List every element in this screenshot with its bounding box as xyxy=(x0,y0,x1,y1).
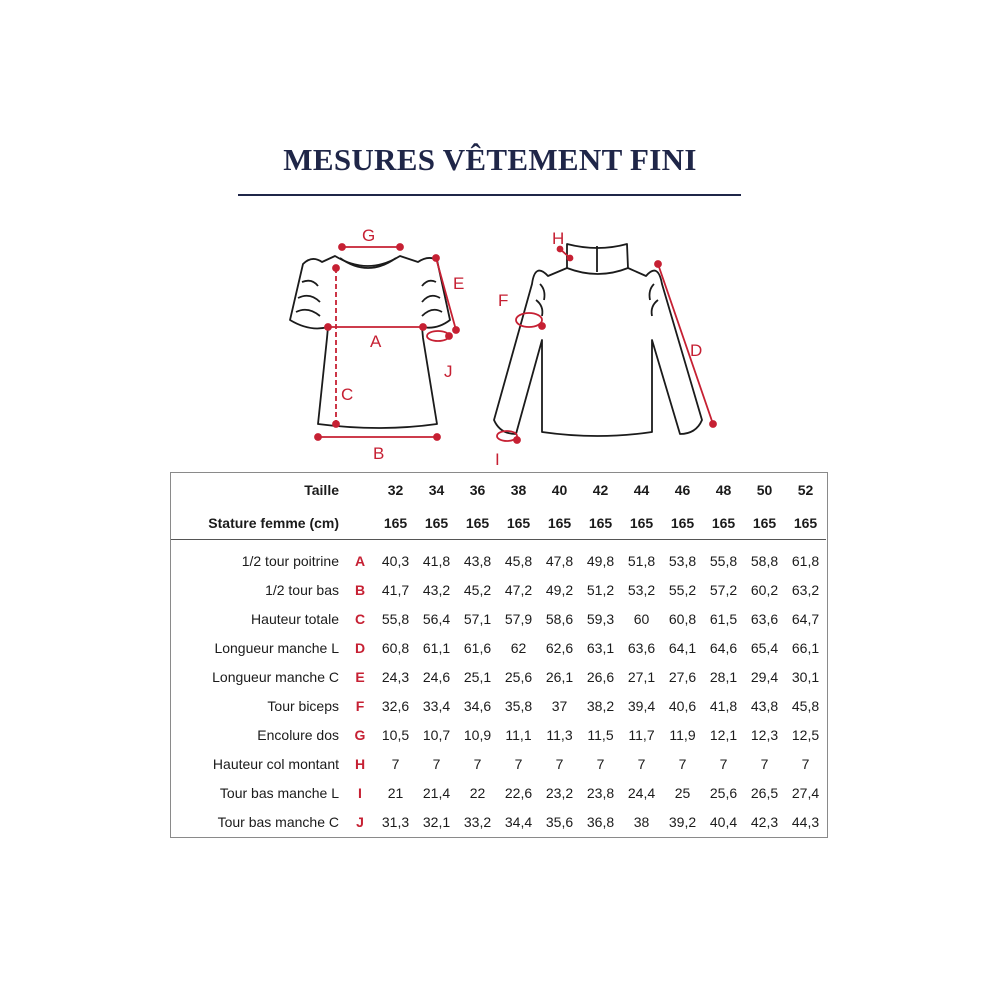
table-row xyxy=(171,540,826,576)
measurement-value: 53,8 xyxy=(668,552,697,569)
size-header-cell: 38 xyxy=(510,481,527,498)
measurement-value: 24,6 xyxy=(422,668,451,685)
size-header-cell: 52 xyxy=(797,481,814,498)
measurement-value: 57,2 xyxy=(709,581,738,598)
label-d: D xyxy=(690,341,703,360)
size-chart-box xyxy=(170,472,828,838)
measurement-value: 61,8 xyxy=(791,552,820,569)
measurement-label: Longueur manche L xyxy=(214,639,339,656)
measurement-value: 63,2 xyxy=(791,581,820,598)
measurement-value: 49,2 xyxy=(545,581,574,598)
measurement-label: Longueur manche C xyxy=(212,668,339,685)
size-header-cell: 32 xyxy=(387,481,404,498)
measurement-value: 32,6 xyxy=(381,697,410,714)
measurement-value: 11,1 xyxy=(505,726,532,743)
measurement-value: 64,1 xyxy=(668,639,697,656)
measurement-value: 60 xyxy=(633,610,650,627)
measurement-value: 33,2 xyxy=(463,813,492,830)
size-header-cell: 40 xyxy=(551,481,568,498)
stature-cell: 165 xyxy=(621,506,662,540)
measurement-value: 37 xyxy=(551,697,568,714)
measurement-value: 22 xyxy=(469,784,486,801)
measurement-value: 51,2 xyxy=(586,581,615,598)
measurement-value: 23,8 xyxy=(586,784,615,801)
measurement-value: 41,7 xyxy=(381,581,410,598)
measurement-value: 43,8 xyxy=(463,552,492,569)
measurement-letter: F xyxy=(355,697,365,714)
measurement-value: 40,6 xyxy=(668,697,697,714)
measurement-value: 23,2 xyxy=(545,784,574,801)
measurement-value: 24,4 xyxy=(627,784,656,801)
stature-cell: 165 xyxy=(457,506,498,540)
label-c: C xyxy=(341,385,354,404)
table-row xyxy=(171,778,826,807)
long-sleeve-top-drawing xyxy=(494,244,702,436)
measurement-value: 58,8 xyxy=(750,552,779,569)
measurement-value: 33,4 xyxy=(422,697,451,714)
measurement-value: 39,4 xyxy=(627,697,656,714)
measurement-value: 26,5 xyxy=(750,784,779,801)
measurement-value: 27,1 xyxy=(627,668,656,685)
measurement-value: 40,3 xyxy=(381,552,410,569)
measurement-value: 42,3 xyxy=(750,813,779,830)
letter-spacer xyxy=(345,473,375,506)
measurement-value: 24,3 xyxy=(381,668,410,685)
measurement-value: 41,8 xyxy=(422,552,451,569)
measurement-value: 7 xyxy=(801,755,810,772)
label-b: B xyxy=(373,444,385,463)
table-row xyxy=(171,633,826,662)
measurement-value: 34,4 xyxy=(504,813,533,830)
measurement-value: 41,8 xyxy=(709,697,738,714)
measurement-value: 25,6 xyxy=(504,668,533,685)
measurement-value: 56,4 xyxy=(422,610,451,627)
page-title: MESURES VÊTEMENT FINI xyxy=(283,142,697,177)
measurement-label: Tour biceps xyxy=(267,697,339,714)
measurement-letter: J xyxy=(356,813,364,830)
label-j: J xyxy=(444,362,453,381)
stature-cell: 165 xyxy=(662,506,703,540)
measurement-letter: A xyxy=(354,552,366,569)
table-row xyxy=(171,662,826,691)
measurement-value: 10,5 xyxy=(381,726,410,743)
measurement-value: 61,6 xyxy=(463,639,492,656)
measurement-value: 55,8 xyxy=(709,552,738,569)
measurement-label: Hauteur totale xyxy=(251,610,339,627)
measurement-value: 10,7 xyxy=(422,726,451,743)
stature-cell: 165 xyxy=(539,506,580,540)
measurement-value: 26,1 xyxy=(545,668,574,685)
measurement-value: 45,2 xyxy=(463,581,492,598)
measurement-letter: B xyxy=(354,581,366,598)
size-header-cell: 44 xyxy=(633,481,650,498)
size-header-cell: 46 xyxy=(674,481,691,498)
measurement-value: 10,9 xyxy=(463,726,492,743)
size-header-cell: 34 xyxy=(428,481,445,498)
stature-cell: 165 xyxy=(703,506,744,540)
measurement-value: 44,3 xyxy=(791,813,820,830)
letter-spacer xyxy=(345,506,375,540)
measurement-value: 38,2 xyxy=(586,697,615,714)
measurement-value: 36,8 xyxy=(586,813,615,830)
measurement-value: 25,1 xyxy=(463,668,492,685)
stature-cell: 165 xyxy=(744,506,785,540)
measurement-value: 29,4 xyxy=(750,668,779,685)
measurement-value: 32,1 xyxy=(422,813,451,830)
measurement-value: 55,8 xyxy=(381,610,410,627)
measurement-value: 63,1 xyxy=(586,639,615,656)
measurement-value: 35,8 xyxy=(504,697,533,714)
measurement-value: 60,8 xyxy=(381,639,410,656)
measurement-value: 63,6 xyxy=(750,610,779,627)
measurement-label: Hauteur col montant xyxy=(212,755,339,772)
measurement-value: 51,8 xyxy=(627,552,656,569)
stature-cell: 165 xyxy=(498,506,539,540)
size-chart-table xyxy=(171,473,826,836)
measurement-value: 53,2 xyxy=(627,581,656,598)
stature-label: Stature femme (cm) xyxy=(171,506,345,540)
measurement-value: 63,6 xyxy=(627,639,656,656)
measurement-value: 45,8 xyxy=(504,552,533,569)
measurement-value: 35,6 xyxy=(545,813,574,830)
measurement-value: 64,7 xyxy=(791,610,820,627)
measurement-value: 49,8 xyxy=(586,552,615,569)
measurement-value: 62,6 xyxy=(545,639,574,656)
measurement-value: 64,6 xyxy=(709,639,738,656)
measurement-value: 39,2 xyxy=(668,813,697,830)
table-row xyxy=(171,807,826,836)
measurement-label: Encolure dos xyxy=(257,726,339,743)
measurement-value: 7 xyxy=(637,755,646,772)
measurement-value: 34,6 xyxy=(463,697,492,714)
measurement-letter: D xyxy=(354,639,366,656)
measurement-label: Tour bas manche C xyxy=(217,813,339,830)
label-a: A xyxy=(370,332,382,351)
measurement-value: 7 xyxy=(719,755,728,772)
measurement-letter: I xyxy=(358,784,362,801)
measurement-value: 26,6 xyxy=(586,668,615,685)
measurement-value: 12,3 xyxy=(750,726,779,743)
measurement-value: 22,6 xyxy=(504,784,533,801)
measurement-value: 60,8 xyxy=(668,610,697,627)
stature-cell: 165 xyxy=(375,506,416,540)
measurement-value: 58,6 xyxy=(545,610,574,627)
measurement-letter: H xyxy=(354,755,366,772)
size-header-label: Taille xyxy=(304,481,339,498)
measurement-value: 21,4 xyxy=(422,784,451,801)
measurement-value: 21 xyxy=(387,784,404,801)
measurement-value: 59,3 xyxy=(586,610,615,627)
measurement-value: 27,6 xyxy=(668,668,697,685)
size-header-cell: 50 xyxy=(756,481,773,498)
measurement-value: 7 xyxy=(432,755,441,772)
measurement-label: Tour bas manche L xyxy=(219,784,339,801)
garment-diagrams xyxy=(0,0,1000,470)
measurement-value: 25 xyxy=(674,784,691,801)
size-header-row xyxy=(171,473,826,506)
measurement-value: 11,7 xyxy=(628,726,655,743)
measurement-value: 40,4 xyxy=(709,813,738,830)
measurement-value: 7 xyxy=(678,755,687,772)
measurement-value: 57,9 xyxy=(504,610,533,627)
measurement-value: 65,4 xyxy=(750,639,779,656)
measurement-value: 62 xyxy=(510,639,527,656)
measurement-value: 38 xyxy=(633,813,650,830)
label-i: I xyxy=(495,450,500,469)
measurement-letter: C xyxy=(354,610,366,627)
table-row xyxy=(171,691,826,720)
measurement-value: 28,1 xyxy=(709,668,738,685)
size-header-cell: 36 xyxy=(469,481,486,498)
measurement-value: 12,5 xyxy=(791,726,820,743)
measurement-value: 25,6 xyxy=(709,784,738,801)
label-e: E xyxy=(453,274,465,293)
size-header-cell: 48 xyxy=(715,481,732,498)
measurement-value: 31,3 xyxy=(381,813,410,830)
table-row xyxy=(171,720,826,749)
label-g: G xyxy=(362,226,376,245)
measurement-value: 30,1 xyxy=(791,668,820,685)
stature-cell: 165 xyxy=(785,506,826,540)
measurement-value: 47,8 xyxy=(545,552,574,569)
measurement-value: 66,1 xyxy=(791,639,820,656)
measurement-value: 11,3 xyxy=(546,726,573,743)
measurement-value: 57,1 xyxy=(463,610,492,627)
table-row xyxy=(171,575,826,604)
measurement-value: 61,5 xyxy=(709,610,738,627)
measurement-value: 11,9 xyxy=(669,726,696,743)
measurement-value: 27,4 xyxy=(791,784,820,801)
table-row xyxy=(171,749,826,778)
measurement-value: 12,1 xyxy=(709,726,738,743)
measurement-value: 7 xyxy=(514,755,523,772)
measurement-value: 43,8 xyxy=(750,697,779,714)
stature-cell: 165 xyxy=(416,506,457,540)
measurement-value: 7 xyxy=(555,755,564,772)
label-f: F xyxy=(498,291,509,310)
measurement-value: 7 xyxy=(473,755,482,772)
measurement-value: 7 xyxy=(760,755,769,772)
measurement-value: 47,2 xyxy=(504,581,533,598)
stature-cell: 165 xyxy=(580,506,621,540)
measurement-label: 1/2 tour bas xyxy=(265,581,339,598)
measurement-value: 11,5 xyxy=(587,726,614,743)
measurement-label: 1/2 tour poitrine xyxy=(241,552,339,569)
measurement-value: 45,8 xyxy=(791,697,820,714)
measurement-letter: E xyxy=(355,668,365,685)
stature-row xyxy=(171,506,826,540)
measurement-letter: G xyxy=(354,726,366,743)
measurement-value: 61,1 xyxy=(422,639,451,656)
measurement-value: 60,2 xyxy=(750,581,779,598)
size-header-cell: 42 xyxy=(592,481,609,498)
measurement-value: 55,2 xyxy=(668,581,697,598)
measurement-value: 43,2 xyxy=(422,581,451,598)
label-h: H xyxy=(552,229,565,248)
table-row xyxy=(171,604,826,633)
measurement-value: 7 xyxy=(391,755,400,772)
measurement-value: 7 xyxy=(596,755,605,772)
